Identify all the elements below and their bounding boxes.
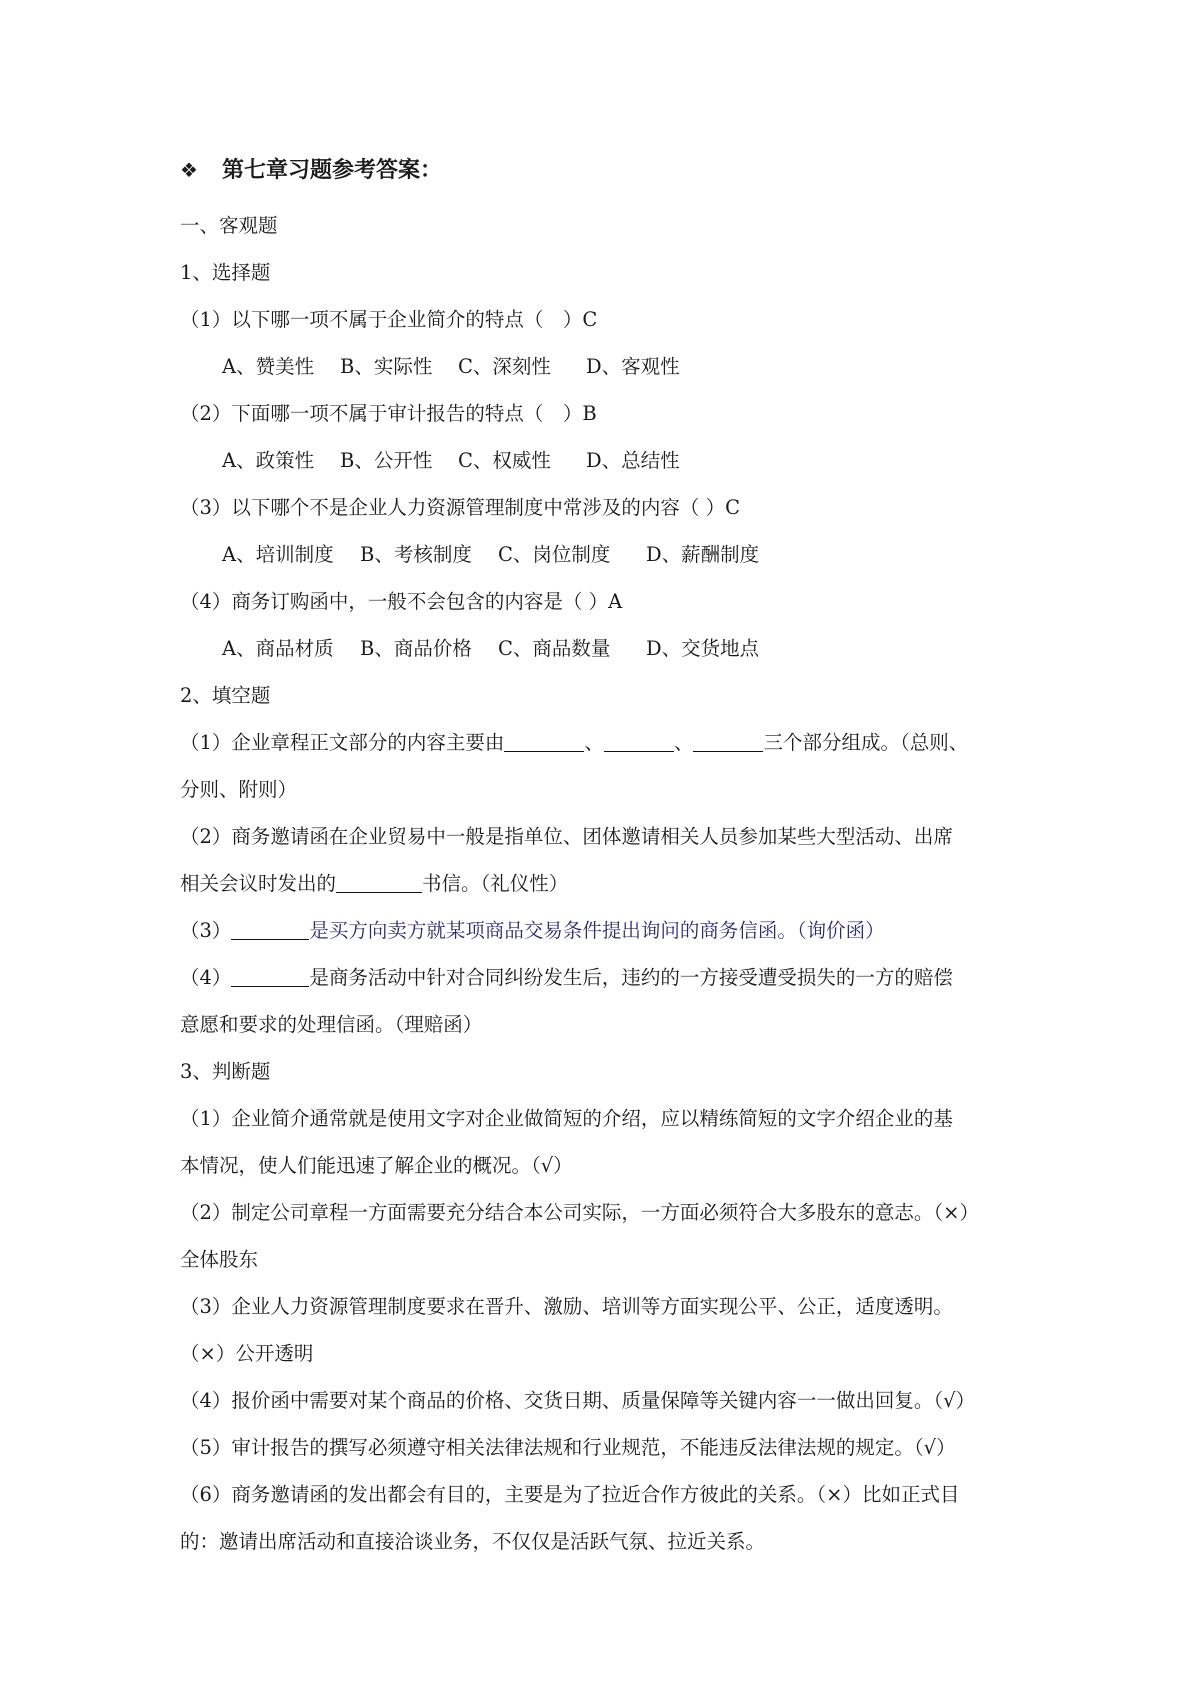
judge-line: （5）审计报告的撰写必须遵守相关法律法规和行业规范，不能违反法律法规的规定。（√） xyxy=(180,1436,956,1459)
option-b: B、实际性 xyxy=(340,355,433,378)
option-a: A、培训制度 xyxy=(222,543,334,566)
chapter-heading xyxy=(180,150,1015,200)
option-c: C、深刻性 xyxy=(458,355,551,378)
answer-blank xyxy=(336,870,422,893)
judge-line: （4）报价函中需要对某个商品的价格、交货日期、质量保障等关键内容一一做出回复。（√） xyxy=(180,1389,976,1412)
choice-question-2-stem: （2）下面哪一项不属于审计报告的特点（ ）B xyxy=(180,402,597,425)
diamond-bullet-icon: ❖ xyxy=(180,158,198,182)
choice-question-4-options xyxy=(180,625,1015,672)
judge-line: （3）企业人力资源管理制度要求在晋升、激励、培训等方面实现公平、公正，适度透明。 xyxy=(180,1295,953,1318)
fill-q1-suffix: 三个部分组成。（总则、 xyxy=(763,731,969,754)
choice-question-1-stem: （1）以下哪一项不属于企业简介的特点（ ）C xyxy=(180,308,598,331)
fill-question-3 xyxy=(180,907,1015,954)
option-a: A、政策性 xyxy=(222,449,315,472)
option-d: D、交货地点 xyxy=(646,637,760,660)
subsection-title-fill: 2、填空题 xyxy=(180,684,271,707)
answer-blank xyxy=(604,729,674,752)
subsection-title-choice: 1、选择题 xyxy=(180,261,271,284)
answer-blank xyxy=(231,964,309,987)
answer-blank xyxy=(231,917,309,940)
chapter-title: 第七章习题参考答案： xyxy=(222,157,443,183)
fill-question-4-line-1 xyxy=(180,954,1015,1001)
fill-q4-prefix: （4） xyxy=(180,966,232,989)
choice-question-2-options xyxy=(180,437,1015,484)
fill-q2-prefix: 相关会议时发出的 xyxy=(180,872,337,895)
option-c: C、商品数量 xyxy=(498,637,611,660)
fill-question-2-line-2 xyxy=(180,860,1015,907)
option-c: C、岗位制度 xyxy=(498,543,611,566)
judge-line: 的：邀请出席活动和直接洽谈业务，不仅仅是活跃气氛、拉近关系。 xyxy=(180,1530,766,1553)
judge-line: （1）企业简介通常就是使用文字对企业做简短的介绍，应以精练简短的文字介绍企业的基 xyxy=(180,1107,953,1130)
separator: 、 xyxy=(673,731,694,754)
section-title-objective: 一、客观题 xyxy=(180,214,278,237)
judge-line: （6）商务邀请函的发出都会有目的，主要是为了拉近合作方彼此的关系。（×）比如正式目 xyxy=(180,1483,960,1506)
choice-question-3-options xyxy=(180,531,1015,578)
fill-q3-suffix: 是买方向卖方就某项商品交易条件提出询问的商务信函。（询价函） xyxy=(309,919,885,942)
option-d: D、客观性 xyxy=(586,355,680,378)
option-c: C、权威性 xyxy=(458,449,551,472)
judge-line: （2）制定公司章程一方面需要充分结合本公司实际，一方面必须符合大多股东的意志。（×） xyxy=(180,1201,979,1224)
fill-question-4-line-2: 意愿和要求的处理信函。（理赔函） xyxy=(180,1013,483,1036)
fill-q3-prefix: （3） xyxy=(180,919,232,942)
option-d: D、总结性 xyxy=(586,449,680,472)
option-a: A、商品材质 xyxy=(222,637,334,660)
judge-line: 本情况，使人们能迅速了解企业的概况。（√） xyxy=(180,1154,573,1177)
fill-question-2-line-1: （2）商务邀请函在企业贸易中一般是指单位、团体邀请相关人员参加某些大型活动、出席 xyxy=(180,825,953,848)
option-a: A、赞美性 xyxy=(222,355,315,378)
fill-q2-suffix: 书信。（礼仪性） xyxy=(422,872,569,895)
option-b: B、考核制度 xyxy=(360,543,472,566)
option-b: B、公开性 xyxy=(340,449,433,472)
answer-blank xyxy=(504,729,584,752)
subsection-title-judge: 3、判断题 xyxy=(180,1060,271,1083)
choice-question-3-stem: （3）以下哪个不是企业人力资源管理制度中常涉及的内容（ ）C xyxy=(180,496,741,519)
fill-q4-suffix: 是商务活动中针对合同纠纷发生后，违约的一方接受遭受损失的一方的赔偿 xyxy=(309,966,953,989)
option-d: D、薪酬制度 xyxy=(646,543,760,566)
fill-question-1-line-2: 分则、附则） xyxy=(180,778,298,801)
separator: 、 xyxy=(584,731,604,754)
fill-q1-prefix: （1）企业章程正文部分的内容主要由 xyxy=(180,731,505,754)
fill-question-1-line-1 xyxy=(180,719,1015,766)
judge-line: （×）公开透明 xyxy=(180,1342,314,1365)
answer-blank xyxy=(693,729,763,752)
document-body xyxy=(180,150,1015,1565)
judge-line: 全体股东 xyxy=(180,1248,259,1271)
choice-question-4-stem: （4）商务订购函中，一般不会包含的内容是（ ）A xyxy=(180,590,623,613)
choice-question-1-options xyxy=(180,343,1015,390)
option-b: B、商品价格 xyxy=(360,637,472,660)
